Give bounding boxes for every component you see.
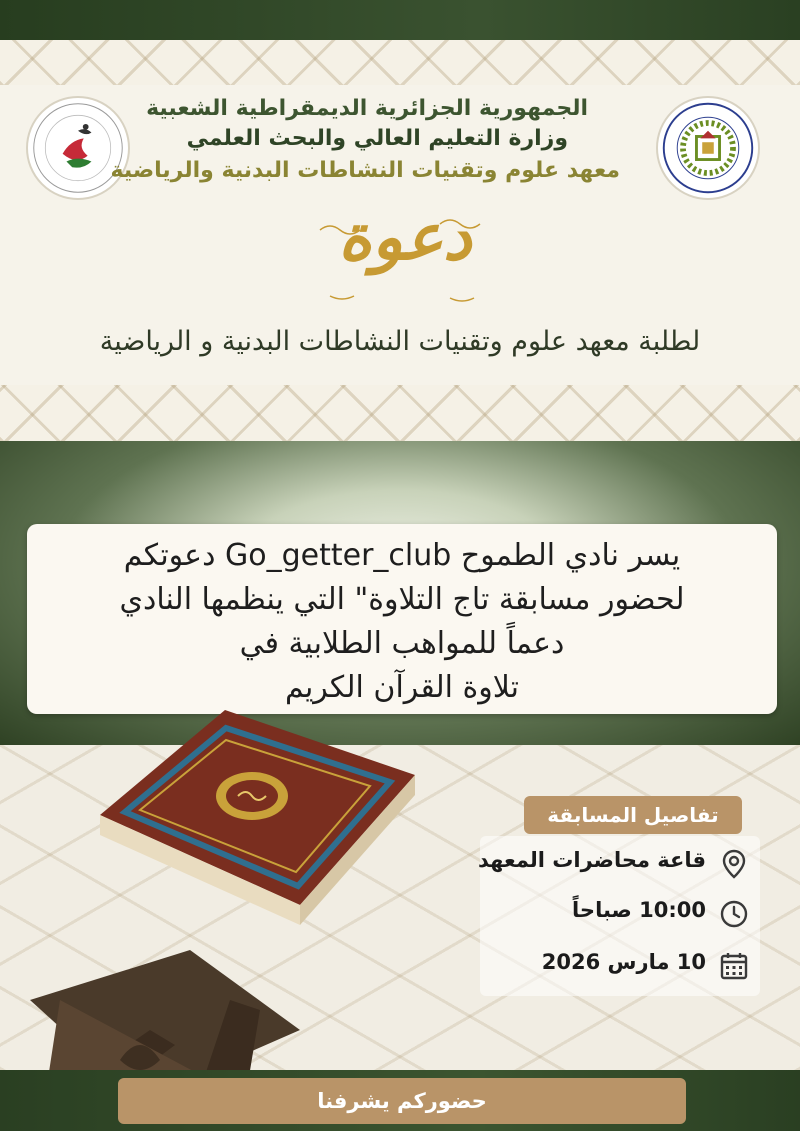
detail-time-text: 10:00 صباحاً (572, 898, 706, 922)
location-pin-icon (718, 848, 750, 880)
clock-icon (718, 898, 750, 930)
invitation-line-4: تلاوة القرآن الكريم (284, 670, 519, 705)
calendar-icon (718, 950, 750, 982)
invitation-card (27, 524, 777, 714)
institute-logo-emblem (28, 98, 128, 198)
details-title: تفاصيل المسابقة (524, 796, 742, 834)
footer-message: حضوركم يشرفنا (118, 1078, 686, 1124)
detail-date-text: 10 مارس 2026 (541, 950, 706, 974)
top-green-band (0, 0, 800, 40)
top-geometric-pattern (0, 40, 800, 85)
invitation-line-1: يسر نادي الطموح Go_getter_club دعوتكم (123, 538, 681, 573)
audience-line: لطلبة معهد علوم وتقنيات النشاطات البدنية و الرياضية (99, 326, 701, 357)
invitation-line-3: دعماً للمواهب الطلابية في (239, 626, 565, 661)
header-ministry: وزارة التعليم العالي والبحث العلمي (186, 126, 568, 151)
detail-time-row (500, 894, 750, 934)
institute-logo (26, 96, 130, 200)
header-institute: معهد علوم وتقنيات النشاطات البدنية والرياضية (110, 158, 620, 183)
detail-date-row (500, 946, 750, 986)
middle-geometric-pattern (0, 385, 800, 441)
invitation-line-2: لحضور مسابقة تاج التلاوة" التي ينظمها النادي (119, 582, 685, 617)
header-republic: الجمهورية الجزائرية الديمقراطية الشعبية (146, 96, 588, 121)
quran-on-stand-illustration (0, 700, 430, 1131)
university-logo (656, 96, 760, 200)
detail-location-row (477, 844, 750, 884)
invitation-title: دعوة (338, 200, 472, 275)
detail-location-text: قاعة محاضرات المعهد (477, 848, 706, 872)
university-logo-emblem (658, 98, 758, 198)
